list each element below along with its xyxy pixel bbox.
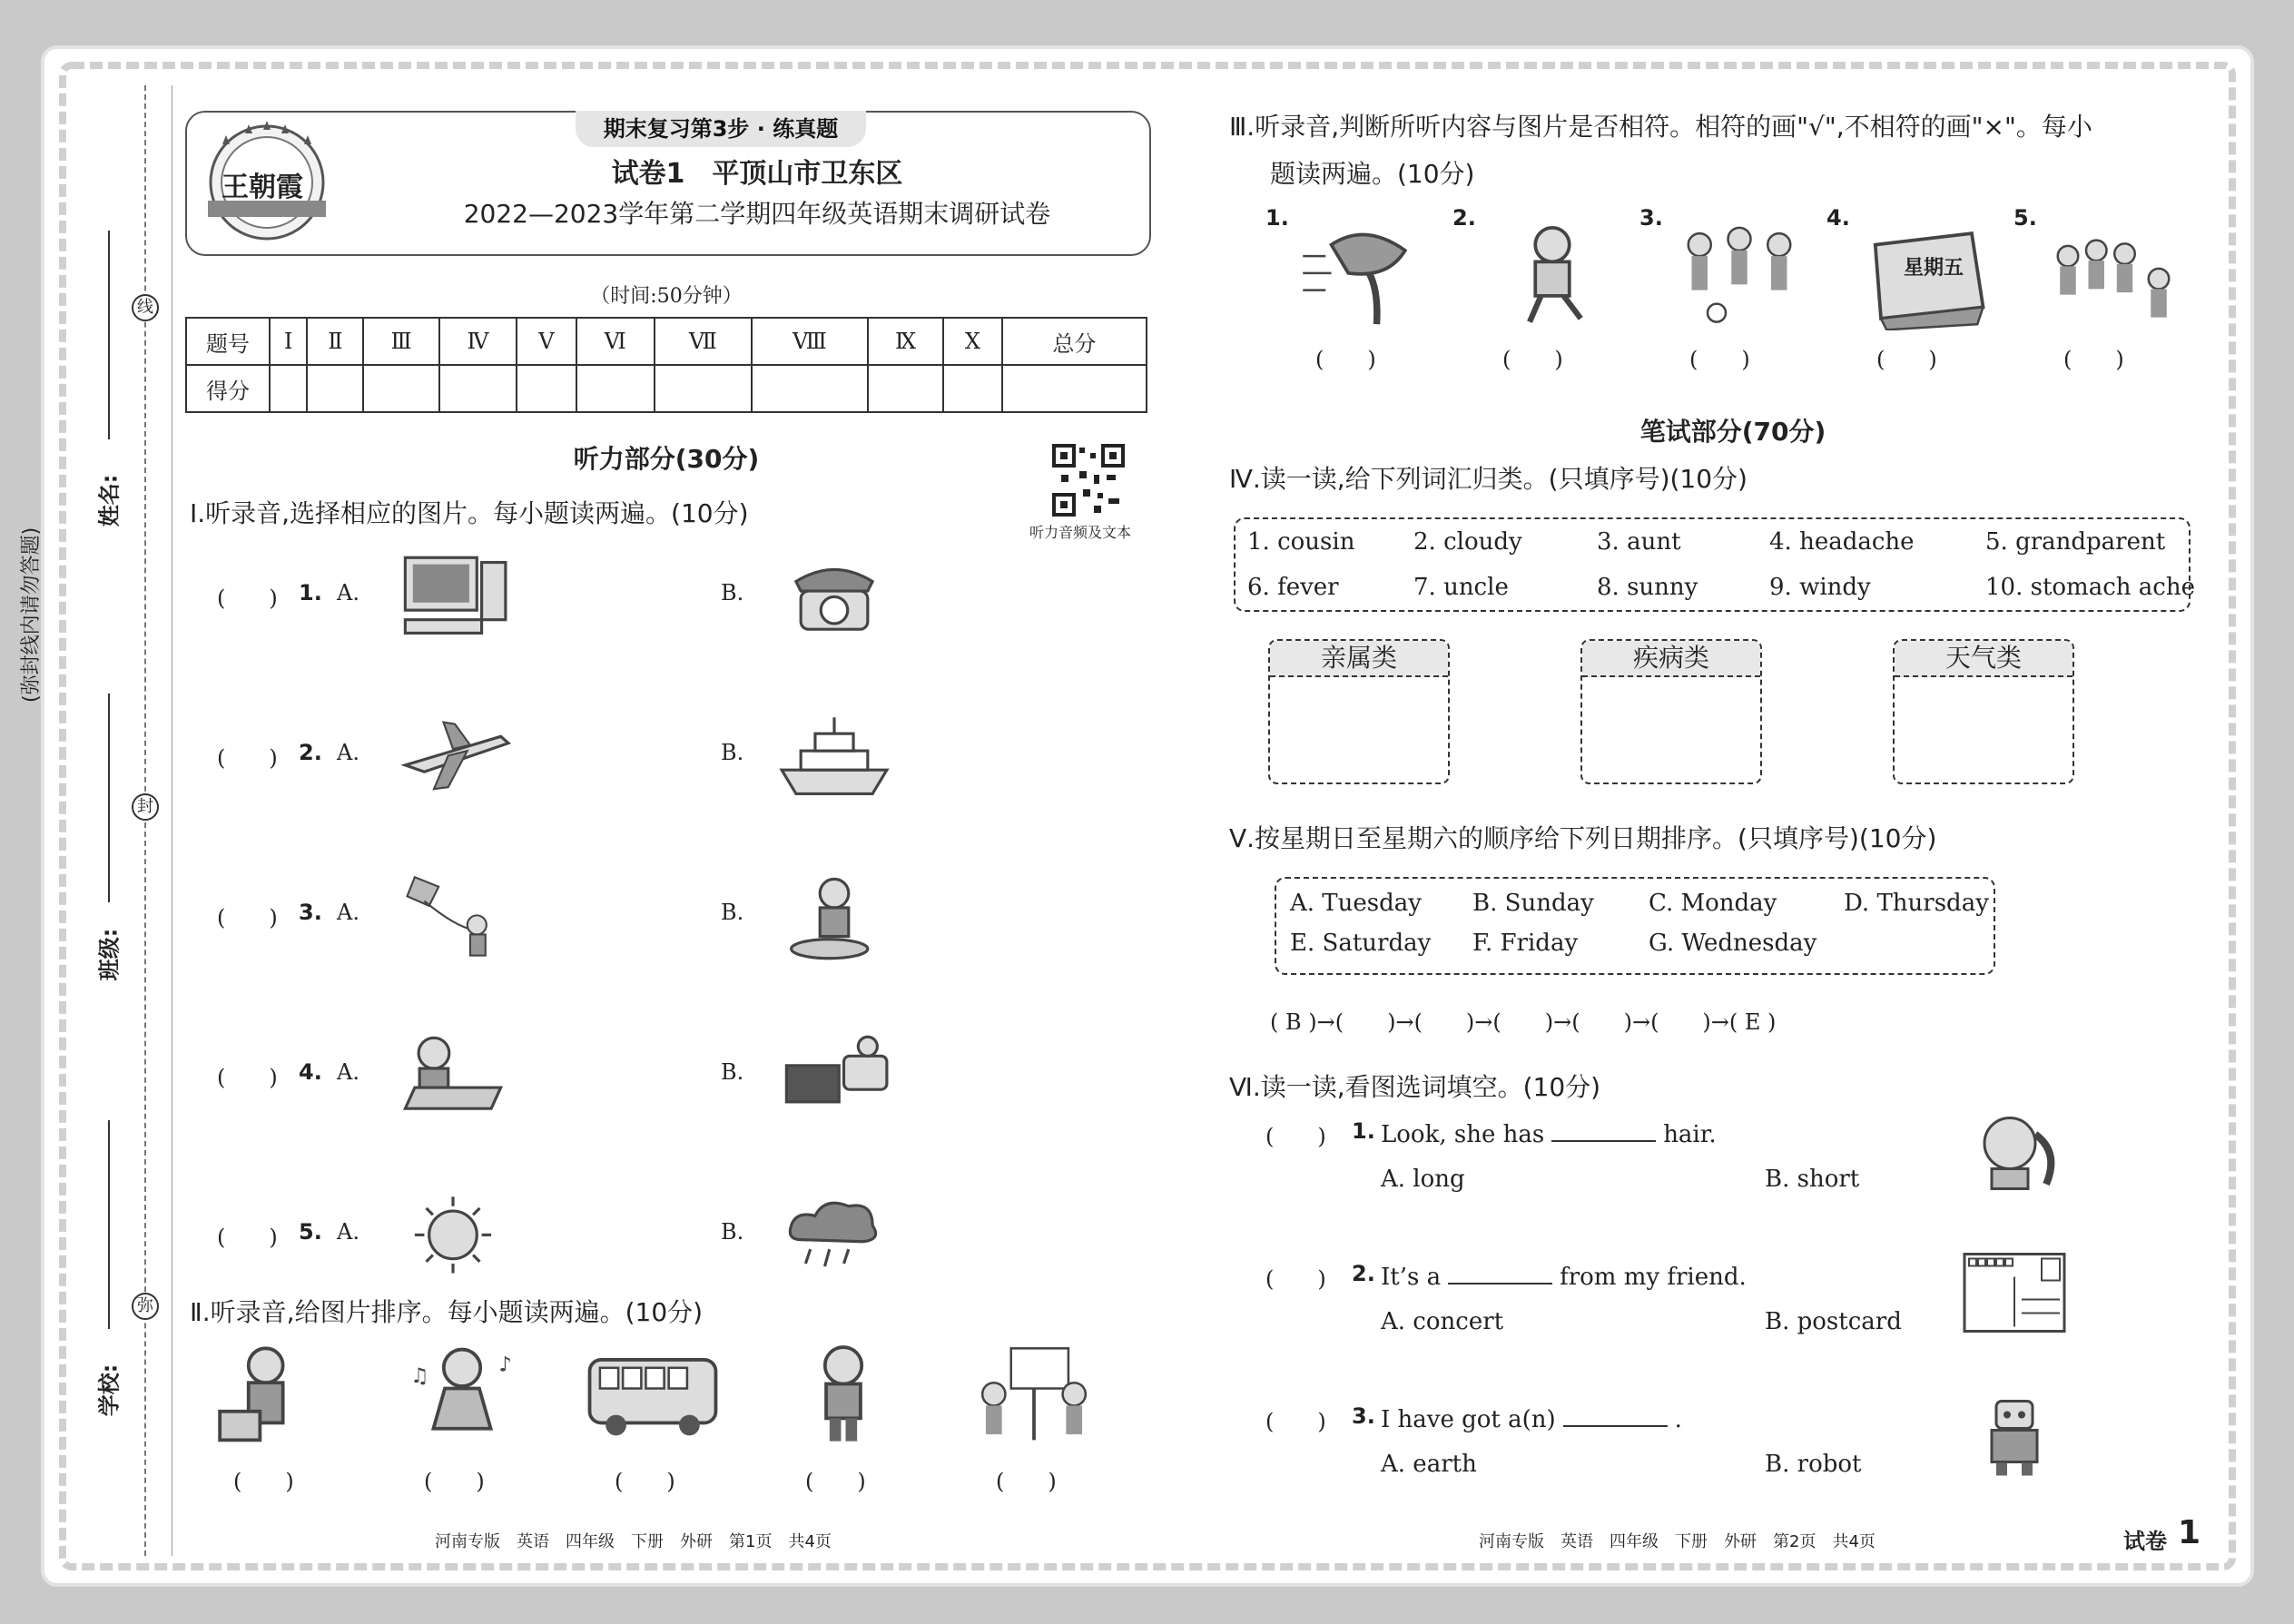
day-option: E. Saturday: [1290, 930, 1432, 957]
answer-paren[interactable]: ( ): [1876, 347, 1937, 372]
answer-paren[interactable]: ( ): [217, 1225, 278, 1250]
word-item: 1. cousin: [1247, 528, 1355, 556]
question-number: 3.: [299, 900, 322, 925]
answer-paren[interactable]: ( ): [217, 586, 278, 611]
banner-tag: 期末复习第3步 · 练真题: [576, 111, 866, 147]
option-b: B. short: [1765, 1166, 1860, 1193]
sentence-end: from my friend.: [1560, 1264, 1747, 1291]
word-item: 3. aunt: [1597, 528, 1681, 556]
score-cell[interactable]: [752, 365, 868, 412]
bus-icon: [580, 1343, 725, 1452]
name-field[interactable]: [108, 231, 110, 439]
score-col: Ⅳ: [439, 318, 517, 365]
plane-icon: [389, 713, 517, 803]
word-item: 7. uncle: [1413, 574, 1509, 601]
option-b: B. robot: [1765, 1451, 1862, 1478]
question-number: 4.: [1826, 205, 1850, 231]
score-row-label-2: 得分: [186, 365, 270, 412]
option-b-label: B.: [721, 1059, 744, 1085]
word-item: 6. fever: [1247, 574, 1339, 601]
sentence-end: hair.: [1663, 1121, 1717, 1148]
written-heading: 笔试部分(70分): [1639, 417, 1826, 447]
sentence: [1381, 1117, 1717, 1148]
question-number: 4.: [299, 1059, 322, 1085]
girl-singing-icon: [389, 1343, 535, 1452]
option-b-label: B.: [721, 1219, 744, 1245]
answer-paren[interactable]: ( ): [424, 1469, 485, 1494]
fill-blank[interactable]: [1448, 1259, 1552, 1284]
woman-cake-icon: [199, 1343, 344, 1452]
section5-title: Ⅴ.按星期日至星期六的顺序给下列日期排序。(只填序号)(10分): [1229, 823, 1937, 853]
answer-paren[interactable]: ( ): [1315, 347, 1376, 372]
question-number: 2.: [299, 740, 322, 765]
score-cell[interactable]: [270, 365, 307, 412]
kids-football-icon: [1671, 221, 1807, 330]
answer-paren[interactable]: ( ): [1502, 347, 1563, 372]
paper-tag: 试卷: [2123, 1529, 2167, 1554]
svg-text:♫: ♫: [410, 1364, 429, 1389]
sun-icon: [389, 1192, 517, 1283]
option-a-label: A.: [337, 580, 359, 605]
sentence: [1381, 1402, 1682, 1433]
day-option: D. Thursday: [1844, 890, 1989, 917]
sentence-end: .: [1674, 1406, 1682, 1433]
day-order[interactable]: ( B )→( )→( )→( )→( )→( )→( E ): [1270, 1009, 1777, 1035]
girl-kite-icon: [389, 872, 517, 963]
word-item: 8. sunny: [1597, 574, 1698, 601]
girl-washing-icon: [771, 872, 898, 963]
score-cell[interactable]: [655, 365, 752, 412]
mark-close: 弥: [132, 1293, 159, 1320]
score-cell[interactable]: [1002, 365, 1147, 412]
paper-subtitle: 2022—2023学年第二学期四年级英语期末调研试卷: [463, 199, 1051, 229]
question-number: 2.: [1352, 1261, 1375, 1286]
score-cell[interactable]: [439, 365, 517, 412]
answer-paren[interactable]: ( ): [1265, 1266, 1326, 1292]
word-item: 10. stomach ache: [1985, 574, 2195, 601]
score-cell[interactable]: [576, 365, 655, 412]
kids-running-icon: [2045, 221, 2181, 330]
option-b-label: B.: [721, 580, 744, 605]
word-item: 4. headache: [1769, 528, 1915, 556]
score-cell[interactable]: [517, 365, 576, 412]
word-item: 2. cloudy: [1413, 528, 1522, 556]
windy-tree-icon: [1297, 221, 1433, 330]
logo: [199, 117, 335, 244]
sentence-start: It’s a: [1381, 1264, 1442, 1291]
answer-paren[interactable]: ( ): [1265, 1124, 1326, 1149]
option-b-label: B.: [721, 740, 744, 765]
score-table: [185, 317, 1147, 413]
class-field[interactable]: [108, 694, 110, 902]
exam-sheet: [20, 45, 2254, 1587]
score-col: Ⅱ: [307, 318, 363, 365]
section1-title: Ⅰ.听录音,选择相应的图片。每小题读两遍。(10分): [190, 498, 749, 528]
day-option: B. Sunday: [1472, 890, 1594, 917]
option-a: A. long: [1381, 1166, 1465, 1193]
boy-icon: [771, 1343, 916, 1452]
day-option: A. Tuesday: [1290, 890, 1422, 917]
score-col-total: 总分: [1002, 318, 1147, 365]
question-number: 5.: [299, 1219, 322, 1245]
word-item: 5. grandparent: [1985, 528, 2166, 556]
question-number: 3.: [1639, 205, 1663, 231]
question-number: 5.: [2013, 205, 2037, 231]
answer-paren[interactable]: ( ): [233, 1469, 294, 1494]
sentence: [1381, 1259, 1747, 1291]
option-a-label: A.: [337, 900, 359, 925]
option-a-label: A.: [337, 1059, 359, 1085]
sentence-start: Look, she has: [1381, 1121, 1545, 1148]
fill-blank[interactable]: [1551, 1117, 1656, 1142]
mark-seal: 封: [132, 793, 159, 821]
answer-paren[interactable]: ( ): [615, 1469, 675, 1494]
option-a-label: A.: [337, 1219, 359, 1245]
paper-title: 试卷1 平顶山市卫东区: [611, 158, 903, 190]
computer-icon: [389, 553, 517, 644]
answer-paren[interactable]: ( ): [217, 1065, 278, 1090]
answer-paren[interactable]: ( ): [1689, 347, 1750, 372]
word-item: 9. windy: [1769, 574, 1871, 601]
category-box[interactable]: [1580, 639, 1762, 784]
score-cell[interactable]: [307, 365, 363, 412]
logo-text: 王朝霞: [222, 172, 303, 203]
left-footer: 河南专版 英语 四年级 下册 外研 第1页 共4页: [435, 1532, 832, 1551]
day-option: C. Monday: [1649, 890, 1777, 917]
answer-paren[interactable]: ( ): [217, 905, 278, 930]
option-b-label: B.: [721, 900, 744, 925]
boy-tv-icon: [771, 1032, 898, 1123]
family-cleaning-icon: [961, 1343, 1107, 1452]
score-cell[interactable]: [363, 365, 438, 412]
qr-caption: 听力音频及文本: [1029, 524, 1132, 541]
category-box[interactable]: [1268, 639, 1450, 784]
paper-number: 1: [2178, 1514, 2201, 1551]
right-footer: 河南专版 英语 四年级 下册 外研 第2页 共4页: [1479, 1532, 1876, 1551]
answer-paren[interactable]: ( ): [1265, 1409, 1326, 1434]
svg-text:♪: ♪: [498, 1353, 512, 1377]
score-col: Ⅴ: [517, 318, 576, 365]
section4-title: Ⅳ.读一读,给下列词汇归类。(只填序号)(10分): [1229, 464, 1748, 494]
exam-time: （时间:50分钟）: [590, 285, 743, 308]
score-col: Ⅸ: [868, 318, 943, 365]
score-cell[interactable]: [943, 365, 1002, 412]
school-field[interactable]: [108, 1120, 110, 1329]
score-row-label-1: 题号: [186, 318, 270, 365]
old-man-icon: [1484, 221, 1620, 330]
question-number: 2.: [1452, 205, 1476, 231]
option-a: A. earth: [1381, 1451, 1477, 1478]
category-label: 亲属类: [1270, 641, 1448, 677]
category-label: 天气类: [1895, 641, 2072, 677]
score-col: Ⅲ: [363, 318, 438, 365]
name-label: 姓名:: [96, 474, 123, 527]
option-a-label: A.: [337, 740, 359, 765]
category-label: 疾病类: [1582, 641, 1760, 677]
ship-icon: [771, 713, 898, 803]
score-col: Ⅰ: [270, 318, 307, 365]
score-col: Ⅹ: [943, 318, 1002, 365]
section2-title: Ⅱ.听录音,给图片排序。每小题读两遍。(10分): [190, 1297, 704, 1327]
seal-note: (弥封线内请勿答题): [20, 527, 43, 703]
score-col: Ⅶ: [655, 318, 752, 365]
section3-title-1: Ⅲ.听录音,判断所听内容与图片是否相符。相符的画"√",不相符的画"×"。每小: [1229, 112, 2092, 142]
score-col: Ⅷ: [752, 318, 868, 365]
section6-title: Ⅵ.读一读,看图选词填空。(10分): [1229, 1072, 1601, 1102]
school-label: 学校:: [96, 1363, 123, 1417]
answer-paren[interactable]: ( ): [2063, 347, 2124, 372]
mark-line: 线: [132, 294, 159, 321]
rain-cloud-icon: [771, 1192, 898, 1283]
question-number: 1.: [299, 580, 322, 605]
option-b: B. postcard: [1765, 1308, 1902, 1335]
qr-code-icon[interactable]: [1052, 444, 1125, 517]
fill-blank[interactable]: [1563, 1402, 1668, 1427]
postcard-icon: [1960, 1243, 2069, 1343]
day-option: G. Wednesday: [1649, 930, 1817, 957]
telephone-icon: [771, 553, 898, 644]
day-option: F. Friday: [1472, 930, 1579, 957]
category-box[interactable]: [1893, 639, 2074, 784]
robot-icon: [1960, 1385, 2069, 1485]
boy-writing-icon: [389, 1032, 517, 1123]
calendar-text: 星期五: [1904, 257, 1964, 280]
sentence-start: I have got a(n): [1381, 1406, 1556, 1433]
answer-paren[interactable]: ( ): [805, 1469, 866, 1494]
option-a: A. concert: [1381, 1308, 1504, 1335]
section3-title-2: 题读两遍。(10分): [1270, 159, 1475, 189]
score-col: Ⅵ: [576, 318, 655, 365]
answer-paren[interactable]: ( ): [996, 1469, 1057, 1494]
question-number: 1.: [1352, 1118, 1375, 1144]
question-number: 1.: [1265, 205, 1289, 231]
listening-heading: 听力部分(30分): [573, 444, 760, 474]
girl-ponytail-icon: [1960, 1100, 2069, 1200]
answer-paren[interactable]: ( ): [217, 745, 278, 771]
question-number: 3.: [1352, 1403, 1375, 1429]
score-cell[interactable]: [868, 365, 943, 412]
class-label: 班级:: [96, 928, 123, 981]
